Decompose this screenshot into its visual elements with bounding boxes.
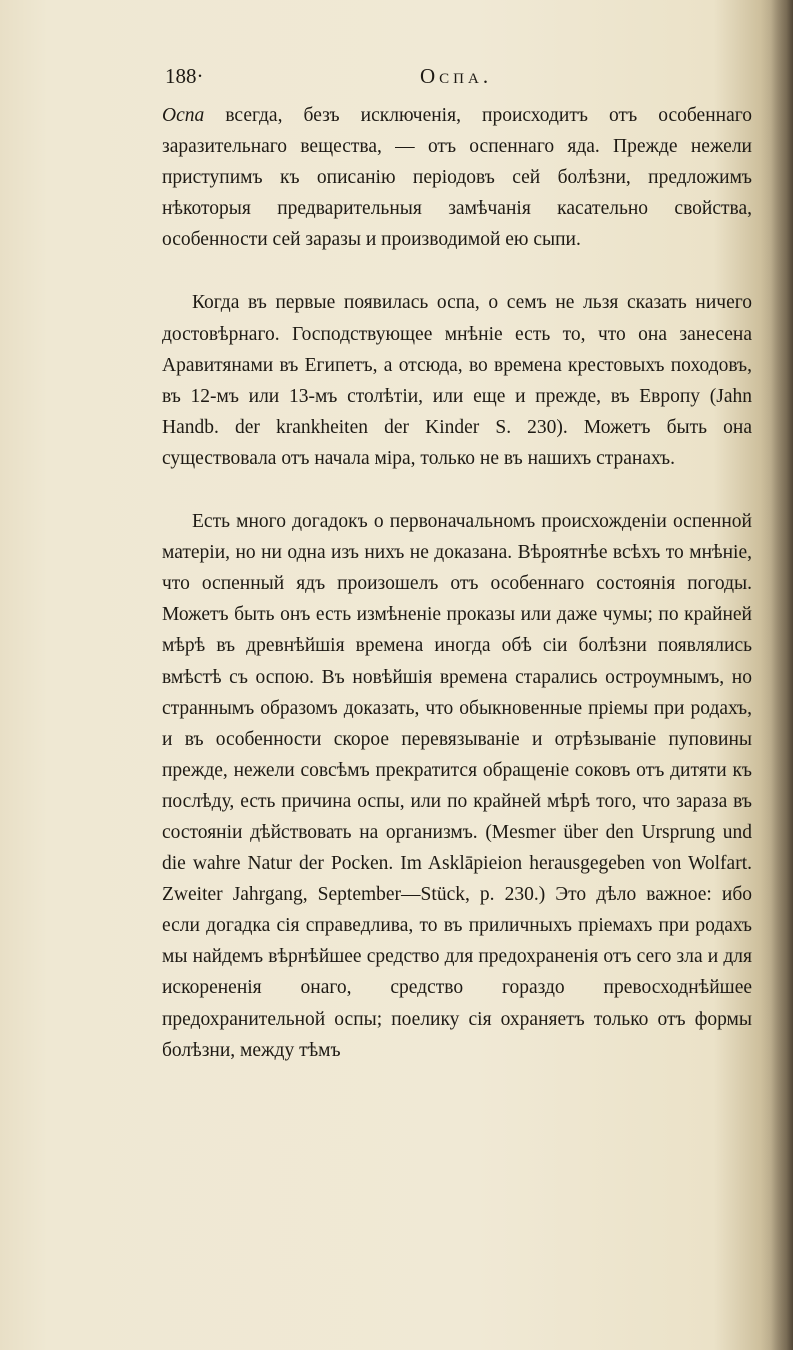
paragraph-1-text: всегда, безъ исключенія, происходитъ отъ особеннаго заразительнаго вещества, — отъ оспеннаго яда. Прежде нежели приступимъ къ описанію періодовъ сей болѣзни, предложимъ нѣкоторыя предварительныя замѣчанія касательно свойства, особенности сей заразы и производимой ею сыпи.	[162, 105, 752, 251]
body-text	[162, 100, 752, 1066]
running-title: Оспа.	[420, 64, 493, 88]
paragraph-2: Когда въ первые появилась оспа, о семъ не льзя сказать ничего достовѣрнаго. Господствующее мнѣніе есть то, что она занесена Аравитянами въ Египетъ, а отсюда, во времена крестовыхъ походовъ, въ 12-мъ или 13-мъ столѣтіи, или еще и прежде, въ Европу (Jahn Handb. der krankheiten der Kinder S. 230). Можетъ быть она существовала отъ начала міра, только не въ нашихъ странахъ.	[162, 292, 752, 469]
paragraph-1	[162, 100, 752, 255]
paragraph-1-lead-word: Оспа	[162, 105, 205, 126]
page-number: 188·	[165, 64, 204, 88]
page-header	[165, 64, 755, 94]
spine-shadow	[771, 0, 793, 1350]
paragraph-3: Есть много догадокъ о первоначальномъ происхожденіи оспенной матеріи, но ни одна изъ нихъ не доказана. Вѣроятнѣе всѣхъ то мнѣніе, что оспенный ядъ произошелъ отъ особеннаго состоянія погоды. Можетъ быть онъ есть измѣненіе проказы или даже чумы; по крайней мѣрѣ въ древнѣйшія времена иногда обѣ сіи болѣзни появлялись вмѣстѣ съ оспою. Въ новѣйшія времена старались остроумнымъ, но страннымъ образомъ доказать, что обыкновенные пріемы при родахъ, и въ особенности скорое перевязываніе и отрѣзываніе пуповины прежде, нежели совсѣмъ прекратится обращеніе соковъ отъ дитяти къ послѣду, есть причина оспы, или по крайней мѣрѣ того, что зараза въ состояніи дѣйствовать на организмъ. (Mesmer über den Ursprung und die wahre Natur der Pocken. Im Asklāpieion herausgegeben von Wolfart. Zweiter Jahrgang, September—Stück, p. 230.) Это дѣло важное: ибо если догадка сія справедлива, то въ приличныхъ пріемахъ при родахъ мы найдемъ вѣрнѣйшее средство для предохраненія отъ сего зла и для искорененія онаго, средство гораздо превосходнѣйшее предохранительной оспы; поелику сія охраняетъ только отъ формы болѣзни, между тѣмъ	[162, 511, 752, 1061]
